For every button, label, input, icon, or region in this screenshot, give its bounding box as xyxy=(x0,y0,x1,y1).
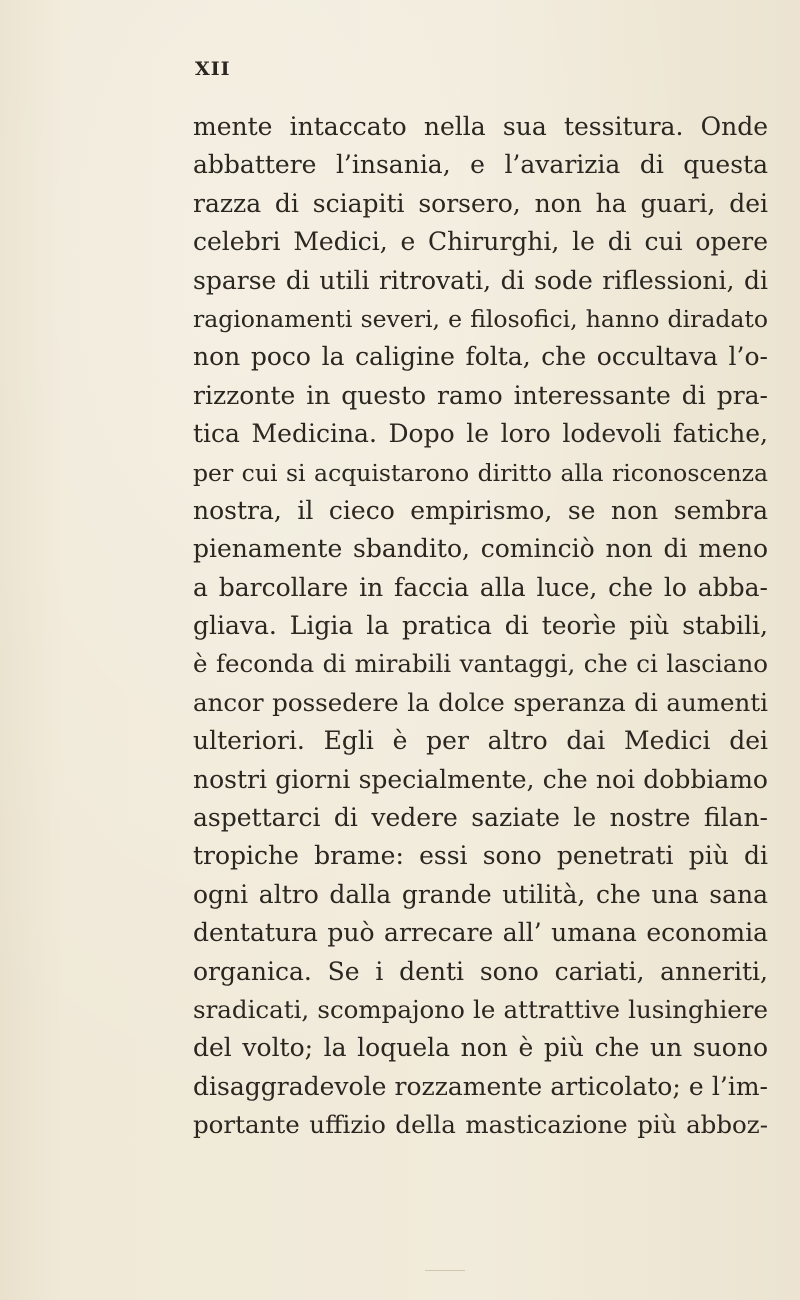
text-line: razza di sciapiti sorsero, non ha guari, dei xyxy=(193,188,768,218)
text-line: tica Medicina. Dopo le loro lodevoli fatiche, xyxy=(193,419,768,449)
text-line: disaggradevole rozzamente articolato; e l’im- xyxy=(193,1071,768,1101)
text-line: ragionamenti severi, e filosofici, hanno diradato xyxy=(193,304,768,333)
text-line: dentatura può arrecare all’ umana economia xyxy=(193,918,768,948)
text-line: portante uffizio della masticazione più abboz- xyxy=(193,1110,768,1140)
text-line: tropiche brame: essi sono penetrati più di xyxy=(193,841,768,871)
text-line: per cui si acquistarono diritto alla riconoscenza xyxy=(193,458,768,487)
text-line: è feconda di mirabili vantaggi, che ci lasciano xyxy=(193,649,768,679)
text-line: pienamente sbandito, cominciò non di meno xyxy=(193,534,768,564)
text-line: ogni altro dalla grande utilità, che una sana xyxy=(193,879,768,909)
text-line: non poco la caligine folta, che occultava l’o- xyxy=(193,342,768,372)
text-line: celebri Medici, e Chirurghi, le di cui opere xyxy=(193,227,768,257)
text-line: gliava. Ligia la pratica di teorìe più stabili, xyxy=(193,611,768,641)
text-line: sparse di utili ritrovati, di sode riflessioni, di xyxy=(193,265,768,295)
text-line: ancor possedere la dolce speranza di aumenti xyxy=(193,687,768,717)
text-line: sradicati, scompajono le attrattive lusinghiere xyxy=(193,994,768,1024)
text-line: nostra, il cieco empirismo, se non sembra xyxy=(193,495,768,525)
text-body xyxy=(193,108,768,1145)
page-number: XII xyxy=(195,58,231,80)
text-line: a barcollare in faccia alla luce, che lo abba- xyxy=(193,572,768,602)
text-line: organica. Se i denti sono cariati, anneriti, xyxy=(193,956,768,986)
text-line: del volto; la loquela non è più che un suono xyxy=(193,1033,768,1063)
text-line: rizzonte in questo ramo interessante di pra- xyxy=(193,380,768,410)
footer-rule xyxy=(425,1270,465,1271)
text-line: mente intaccato nella sua tessitura. Onde xyxy=(193,112,768,141)
text-line: nostri giorni specialmente, che noi dobbiamo xyxy=(193,764,768,794)
text-line: aspettarci di vedere saziate le nostre filan- xyxy=(193,803,768,833)
text-line: abbattere l’insania, e l’avarizia di questa xyxy=(193,150,768,180)
text-line: ulteriori. Egli è per altro dai Medici dei xyxy=(193,726,768,756)
